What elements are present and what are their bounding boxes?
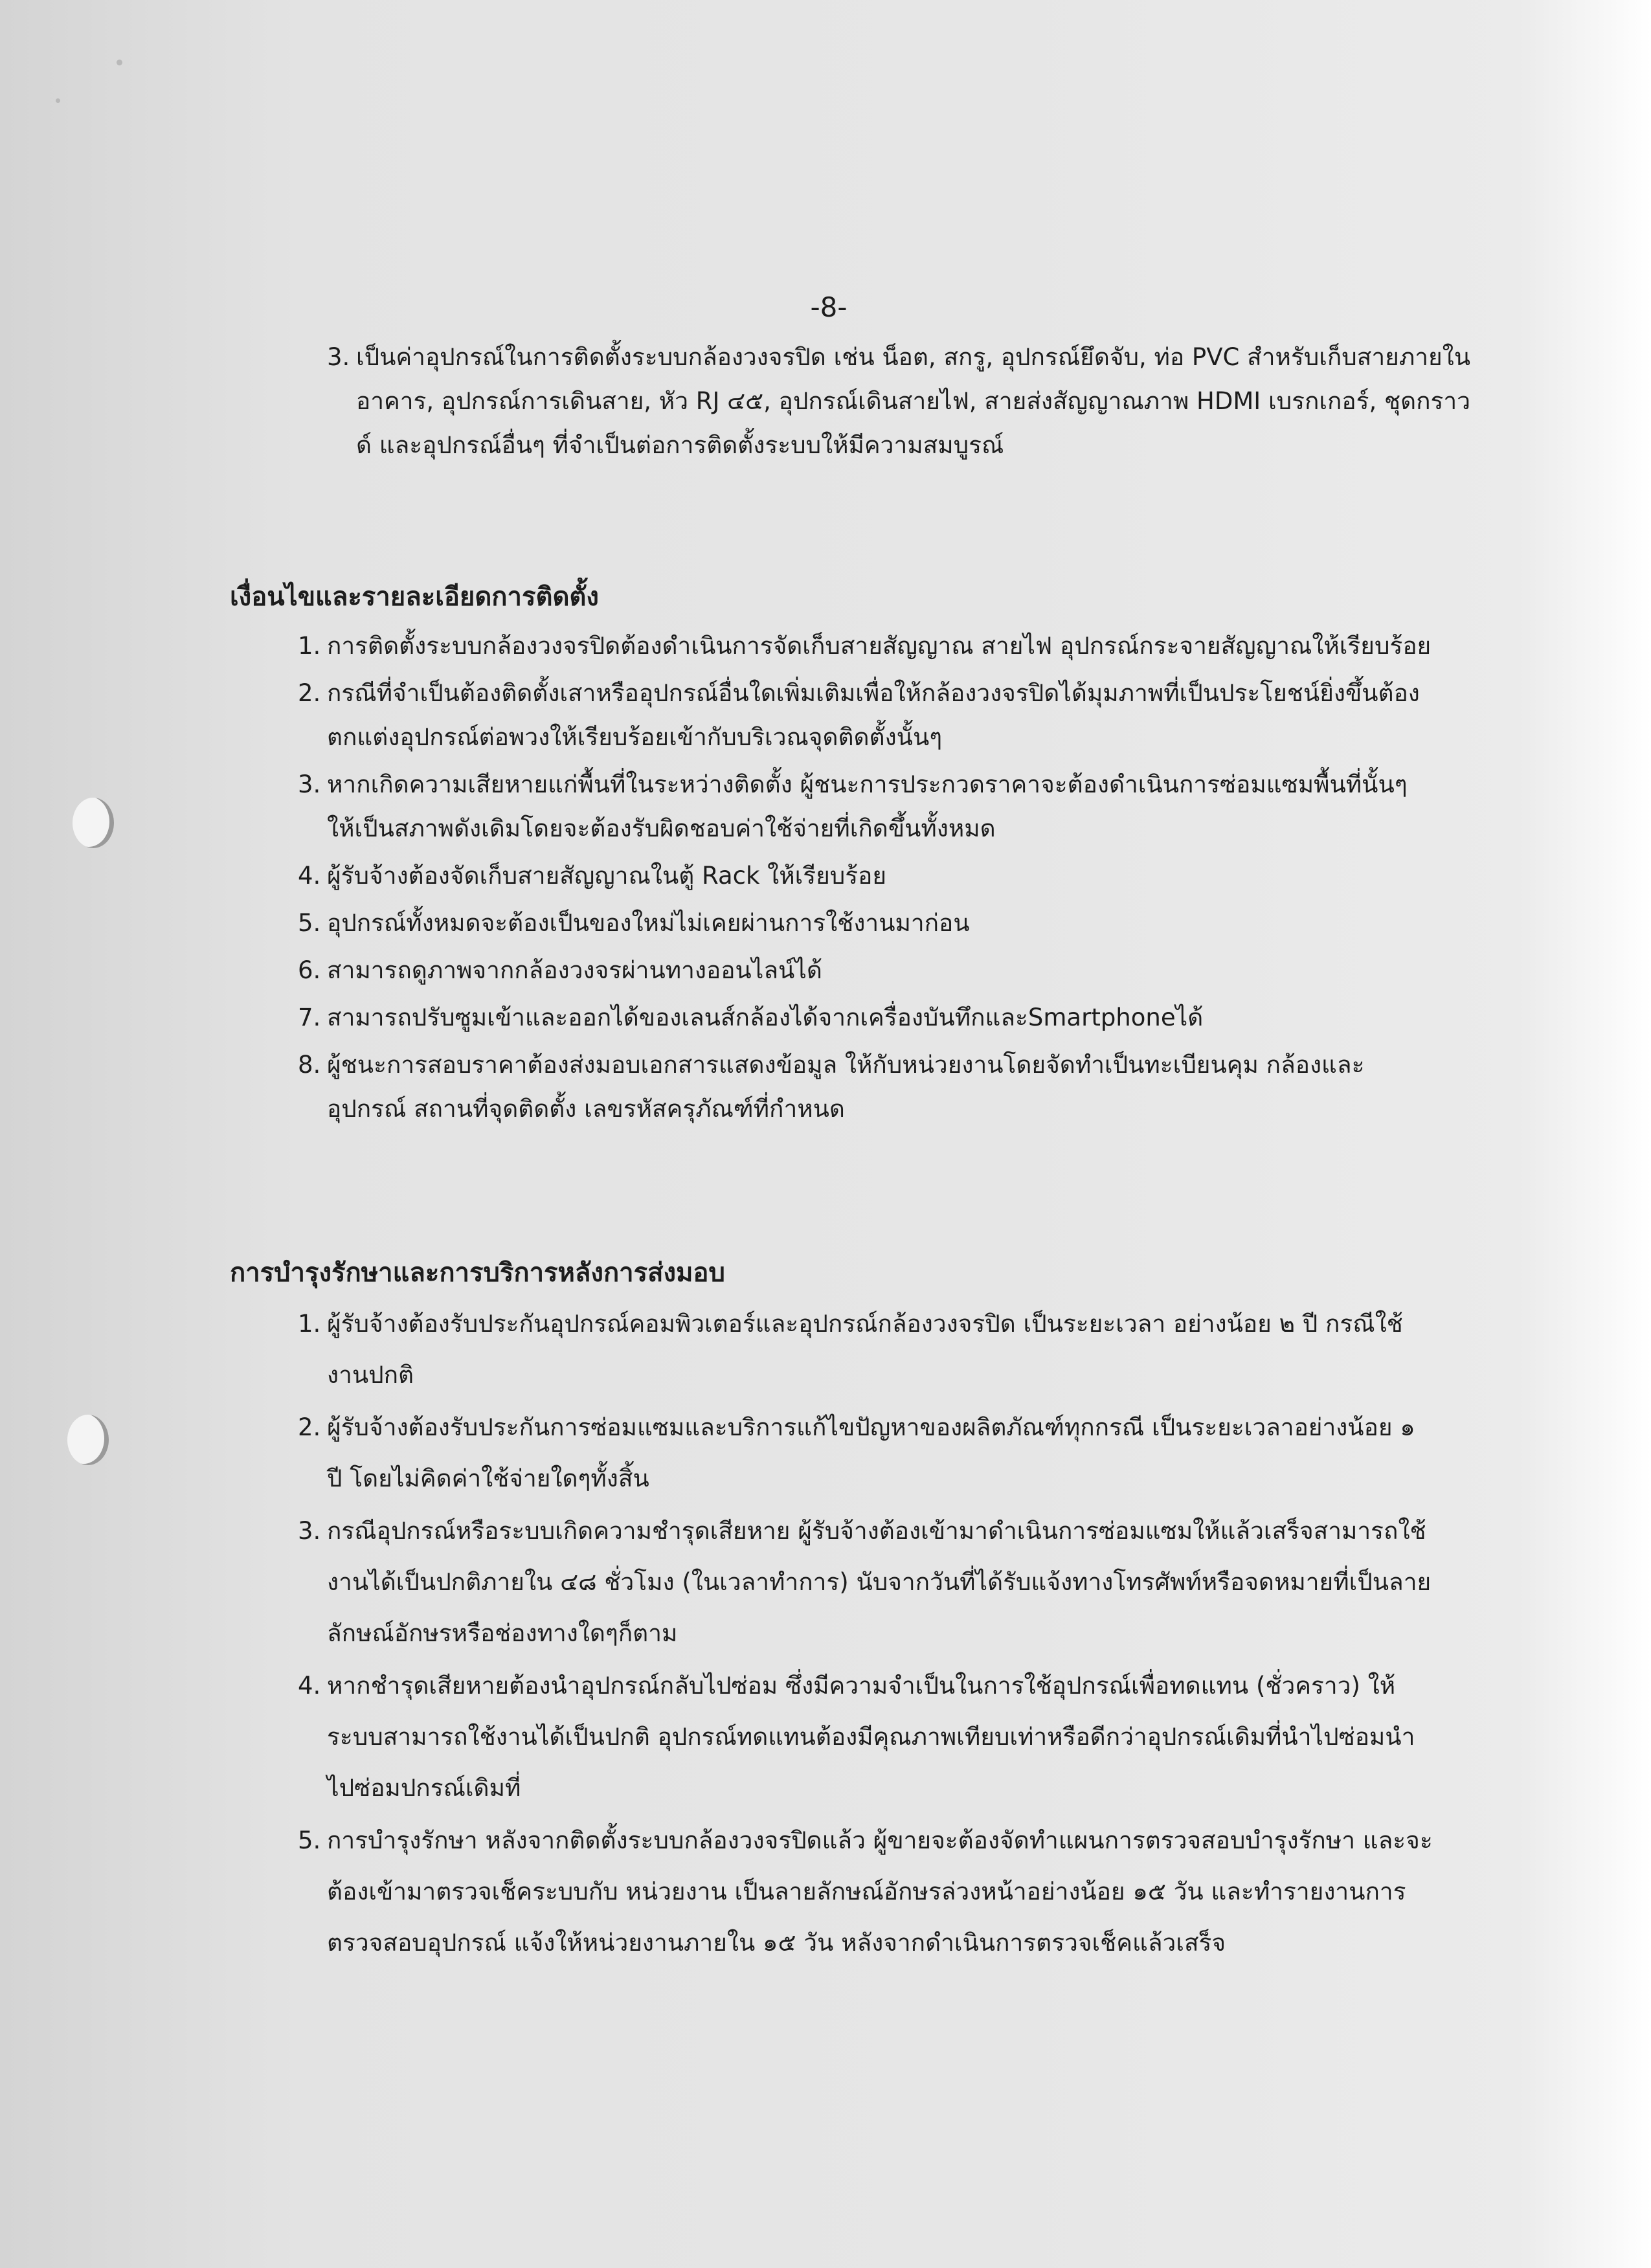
item-text: สามารถดูภาพจากกล้องวงจรผ่านทางออนไลน์ได้ (327, 956, 822, 984)
item-text: อุปกรณ์ทั้งหมดจะต้องเป็นของใหม่ไม่เคยผ่านการใช้งานมาก่อน (327, 909, 970, 937)
item-text: กรณีอุปกรณ์หรือระบบเกิดความชำรุดเสียหาย ผู้รับจ้างต้องเข้ามาดำเนินการซ่อมแซมให้แล้วเสร็จสามารถใช้งานได้เป็นปกติภายใน ๔๘ ชั่วโมง (ในเวลาทำการ) นับจากวันที่ได้รับแจ้งทางโทรศัพท์หรือจดหมายที่เป็นลายลักษณ์อักษรหรือช่องทางใดๆก็ตาม (327, 1517, 1432, 1647)
list-item (298, 671, 1437, 759)
item-text: หากเกิดความเสียหายแก่พื้นที่ในระหว่างติดตั้ง ผู้ชนะการประกวดราคาจะต้องดำเนินการซ่อมแซมพื้นที่นั้นๆ ให้เป็นสภาพดังเดิมโดยจะต้องรับผิดชอบค่าใช้จ่ายที่เกิดขึ้นทั้งหมด (327, 770, 1408, 842)
list-item (298, 1043, 1437, 1131)
item-number: 7. (298, 1004, 321, 1031)
item-text: ผู้รับจ้างต้องรับประกันอุปกรณ์คอมพิวเตอร์และอุปกรณ์กล้องวงจรปิด เป็นระยะเวลา อย่างน้อย ๒ ปี กรณีใช้งานปกติ (327, 1310, 1403, 1389)
section-heading-maintenance: การบำรุงรักษาและการบริการหลังการส่งมอบ (230, 1258, 725, 1288)
item-number: 4. (298, 1672, 321, 1700)
item-number: 1. (298, 632, 321, 660)
list-item (298, 949, 1437, 993)
list-item (298, 1660, 1437, 1813)
punch-hole-bottom (67, 1415, 109, 1465)
item-number: 4. (298, 862, 321, 890)
intro-item (327, 335, 1486, 467)
item-text: กรณีที่จำเป็นต้องติดตั้งเสาหรืออุปกรณ์อื่นใดเพิ่มเติมเพื่อให้กล้องวงจรปิดได้มุมภาพที่เป็นประโยชน์ยิ่งขึ้นต้องตกแต่งอุปกรณ์ต่อพวงให้เรียบร้อยเข้ากับบริเวณจุดติดตั้งนั้นๆ (327, 679, 1420, 751)
item-text: ผู้รับจ้างต้องจัดเก็บสายสัญญาณในตู้ Rack ให้เรียบร้อย (327, 862, 887, 890)
list-item (298, 763, 1437, 851)
item-text: เป็นค่าอุปกรณ์ในการติดตั้งระบบกล้องวงจรปิด เช่น น็อต, สกรู, อุปกรณ์ยึดจับ, ท่อ PVC สำหรับเก็บสายภายในอาคาร, อุปกรณ์การเดินสาย, หัว RJ ๔๕, อุปกรณ์เดินสายไฟ, สายส่งสัญญาณภาพ HDMI เบรกเกอร์, ชุดกราวด์ และอุปกรณ์อื่นๆ ที่จำเป็นต่อการติดตั้งระบบให้มีความสมบูรณ์ (356, 343, 1471, 459)
item-text: ผู้ชนะการสอบราคาต้องส่งมอบเอกสารแสดงข้อมูล ให้กับหน่วยงานโดยจัดทำเป็นทะเบียนคุม กล้องและอุปกรณ์ สถานที่จุดติดตั้ง เลขรหัสครุภัณฑ์ที่กำหนด (327, 1051, 1365, 1123)
item-number: 3. (327, 343, 350, 371)
item-number: 2. (298, 679, 321, 707)
list-item (298, 624, 1437, 668)
page-number: -8- (810, 291, 848, 323)
item-text: การติดตั้งระบบกล้องวงจรปิดต้องดำเนินการจัดเก็บสายสัญญาณ สายไฟ อุปกรณ์กระจายสัญญาณให้เรียบร้อย (327, 632, 1432, 660)
list-item (298, 1815, 1437, 1968)
list-item (298, 1402, 1437, 1504)
item-number: 3. (298, 770, 321, 798)
installation-conditions-list (298, 624, 1437, 1134)
item-number: 1. (298, 1310, 321, 1338)
punch-hole-top (73, 798, 114, 848)
item-text: สามารถปรับซูมเข้าและออกได้ของเลนส์กล้องได้จากเครื่องบันทึกและSmartphoneได้ (327, 1004, 1204, 1031)
item-text: หากชำรุดเสียหายต้องนำอุปกรณ์กลับไปซ่อม ซึ่งมีความจำเป็นในการใช้อุปกรณ์เพื่อทดแทน (ชั่วคราว) ให้ระบบสามารถใช้งานได้เป็นปกติ อุปกรณ์ทดแทนต้องมีคุณภาพเทียบเท่าหรือดีกว่าอุปกรณ์เดิมที่นำไปซ่อมนำไปซ่อมปกรณ์เดิมที่ (327, 1672, 1415, 1802)
list-item (298, 1505, 1437, 1659)
item-text: ผู้รับจ้างต้องรับประกันการซ่อมแซมและบริการแก้ไขปัญหาของผลิตภัณฑ์ทุกกรณี เป็นระยะเวลาอย่างน้อย ๑ ปี โดยไม่คิดค่าใช้จ่ายใดๆทั้งสิ้น (327, 1413, 1415, 1492)
section-heading-installation: เงื่อนไขและรายละเอียดการติดตั้ง (230, 582, 599, 612)
item-number: 2. (298, 1413, 321, 1441)
item-number: 8. (298, 1051, 321, 1079)
list-item (298, 901, 1437, 945)
item-number: 5. (298, 1826, 321, 1854)
list-item (298, 854, 1437, 898)
item-number: 5. (298, 909, 321, 937)
item-number: 3. (298, 1517, 321, 1545)
list-item (298, 1298, 1437, 1400)
item-text: การบำรุงรักษา หลังจากติดตั้งระบบกล้องวงจรปิดแล้ว ผู้ขายจะต้องจัดทำแผนการตรวจสอบบำรุงรักษา และจะต้องเข้ามาตรวจเช็คระบบกับ หน่วยงาน เป็นลายลักษณ์อักษรล่วงหน้าอย่างน้อย ๑๕ วัน และทำรายงานการตรวจสอบอุปกรณ์ แจ้งให้หน่วยงานภายใน ๑๕ วัน หลังจากดำเนินการตรวจเช็คแล้วเสร็จ (327, 1826, 1433, 1957)
item-number: 6. (298, 956, 321, 984)
list-item (298, 996, 1437, 1040)
maintenance-service-list (298, 1298, 1437, 1970)
